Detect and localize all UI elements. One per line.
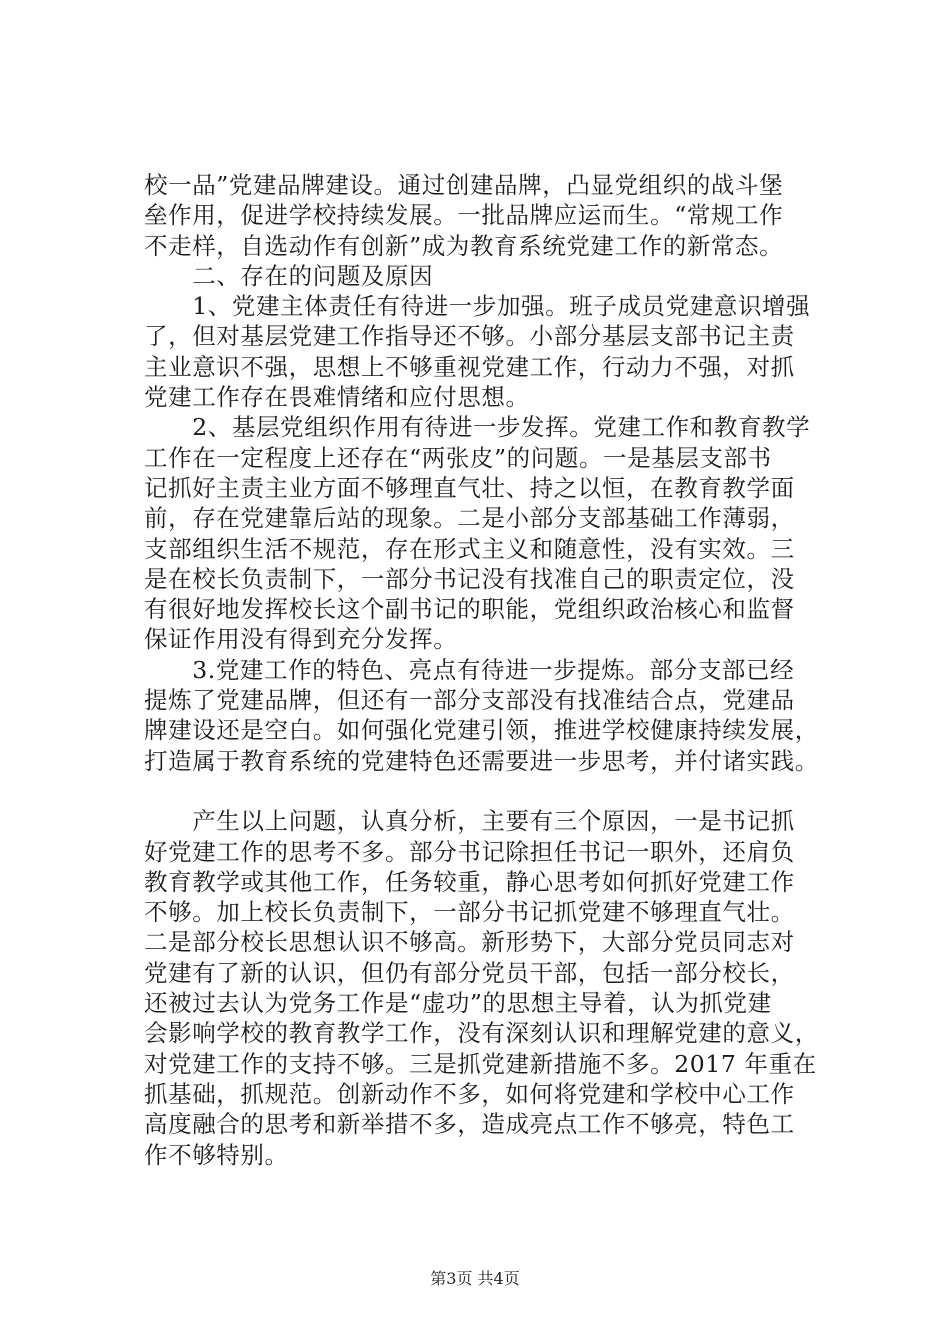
text-line: 牌建设还是空白。如何强化党建引领，推进学校健康持续发展， [144, 716, 819, 745]
text-line: 垒作用，促进学校持续发展。一批品牌应运而生。“常规工作 [144, 201, 784, 230]
text-line: 会影响学校的教育教学工作，没有深刻认识和理解党建的意义， [144, 1019, 819, 1048]
text-line: 抓基础，抓规范。创新动作不多，如何将党建和学校中心工作 [144, 1079, 795, 1108]
page-footer: 第3页 共4页 [430, 1269, 520, 1288]
text-line: 产生以上问题，认真分析，主要有三个原因，一是书记抓 [144, 807, 795, 836]
text-line: 是在校长负责制下，一部分书记没有找准自己的职责定位，没 [144, 564, 795, 593]
text-line: 党建有了新的认识，但仍有部分党员干部，包括一部分校长， [144, 958, 795, 987]
text-line: 前，存在党建靠后站的现象。二是小部分支部基础工作薄弱， [144, 504, 795, 533]
text-line: 主业意识不强，思想上不够重视党建工作，行动力不强，对抓 [144, 352, 795, 381]
text-line: 党建工作存在畏难情绪和应付思想。 [144, 383, 530, 412]
text-line: 3.党建工作的特色、亮点有待进一步提炼。部分支部已经 [144, 655, 795, 684]
text-line: 记抓好主责主业方面不够理直气壮、持之以恒，在教育教学面 [144, 473, 795, 502]
text-line: 打造属于教育系统的党建特色还需要进一步思考，并付诸实践。 [144, 746, 819, 775]
text-line: 教育教学或其他工作，任务较重，静心思考如何抓好党建工作 [144, 867, 795, 896]
text-line: 好党建工作的思考不多。部分书记除担任书记一职外，还肩负 [144, 837, 795, 866]
text-line: 支部组织生活不规范，存在形式主义和随意性，没有实效。三 [144, 534, 795, 563]
text-line: 工作在一定程度上还存在“两张皮”的问题。一是基层支部书 [144, 443, 772, 472]
text-line: 1、党建主体责任有待进一步加强。班子成员党建意识增强 [144, 292, 811, 321]
text-line: 二、存在的问题及原因 [144, 261, 434, 290]
text-line: 校一品”党建品牌建设。通过创建品牌，凸显党组织的战斗堡 [144, 171, 784, 199]
text-line: 高度融合的思考和新举措不多，造成亮点工作不够亮，特色工 [144, 1110, 795, 1139]
blank-line [144, 776, 834, 806]
text-line: 还被过去认为党务工作是“虚功”的思想主导着，认为抓党建 [144, 989, 772, 1018]
text-line: 了，但对基层党建工作指导还不够。小部分基层支部书记主责 [144, 322, 795, 351]
text-line: 二是部分校长思想认识不够高。新形势下，大部分党员同志对 [144, 928, 795, 957]
document-body [144, 170, 834, 1170]
text-line: 提炼了党建品牌，但还有一部分支部没有找准结合点，党建品 [144, 686, 795, 715]
text-line: 不够。加上校长负责制下，一部分书记抓党建不够理直气壮。 [144, 898, 795, 927]
text-line: 作不够特别。 [144, 1140, 289, 1169]
text-line: 保证作用没有得到充分发挥。 [144, 625, 458, 654]
text-line: 2、基层党组织作用有待进一步发挥。党建工作和教育教学 [144, 413, 811, 442]
text-line: 对党建工作的支持不够。三是抓党建新措施不多。2017 年重在 [144, 1049, 817, 1078]
text-line: 有很好地发挥校长这个副书记的职能，党组织政治核心和监督 [144, 595, 795, 624]
text-line: 不走样，自选动作有创新”成为教育系统党建工作的新常态。 [144, 231, 784, 260]
